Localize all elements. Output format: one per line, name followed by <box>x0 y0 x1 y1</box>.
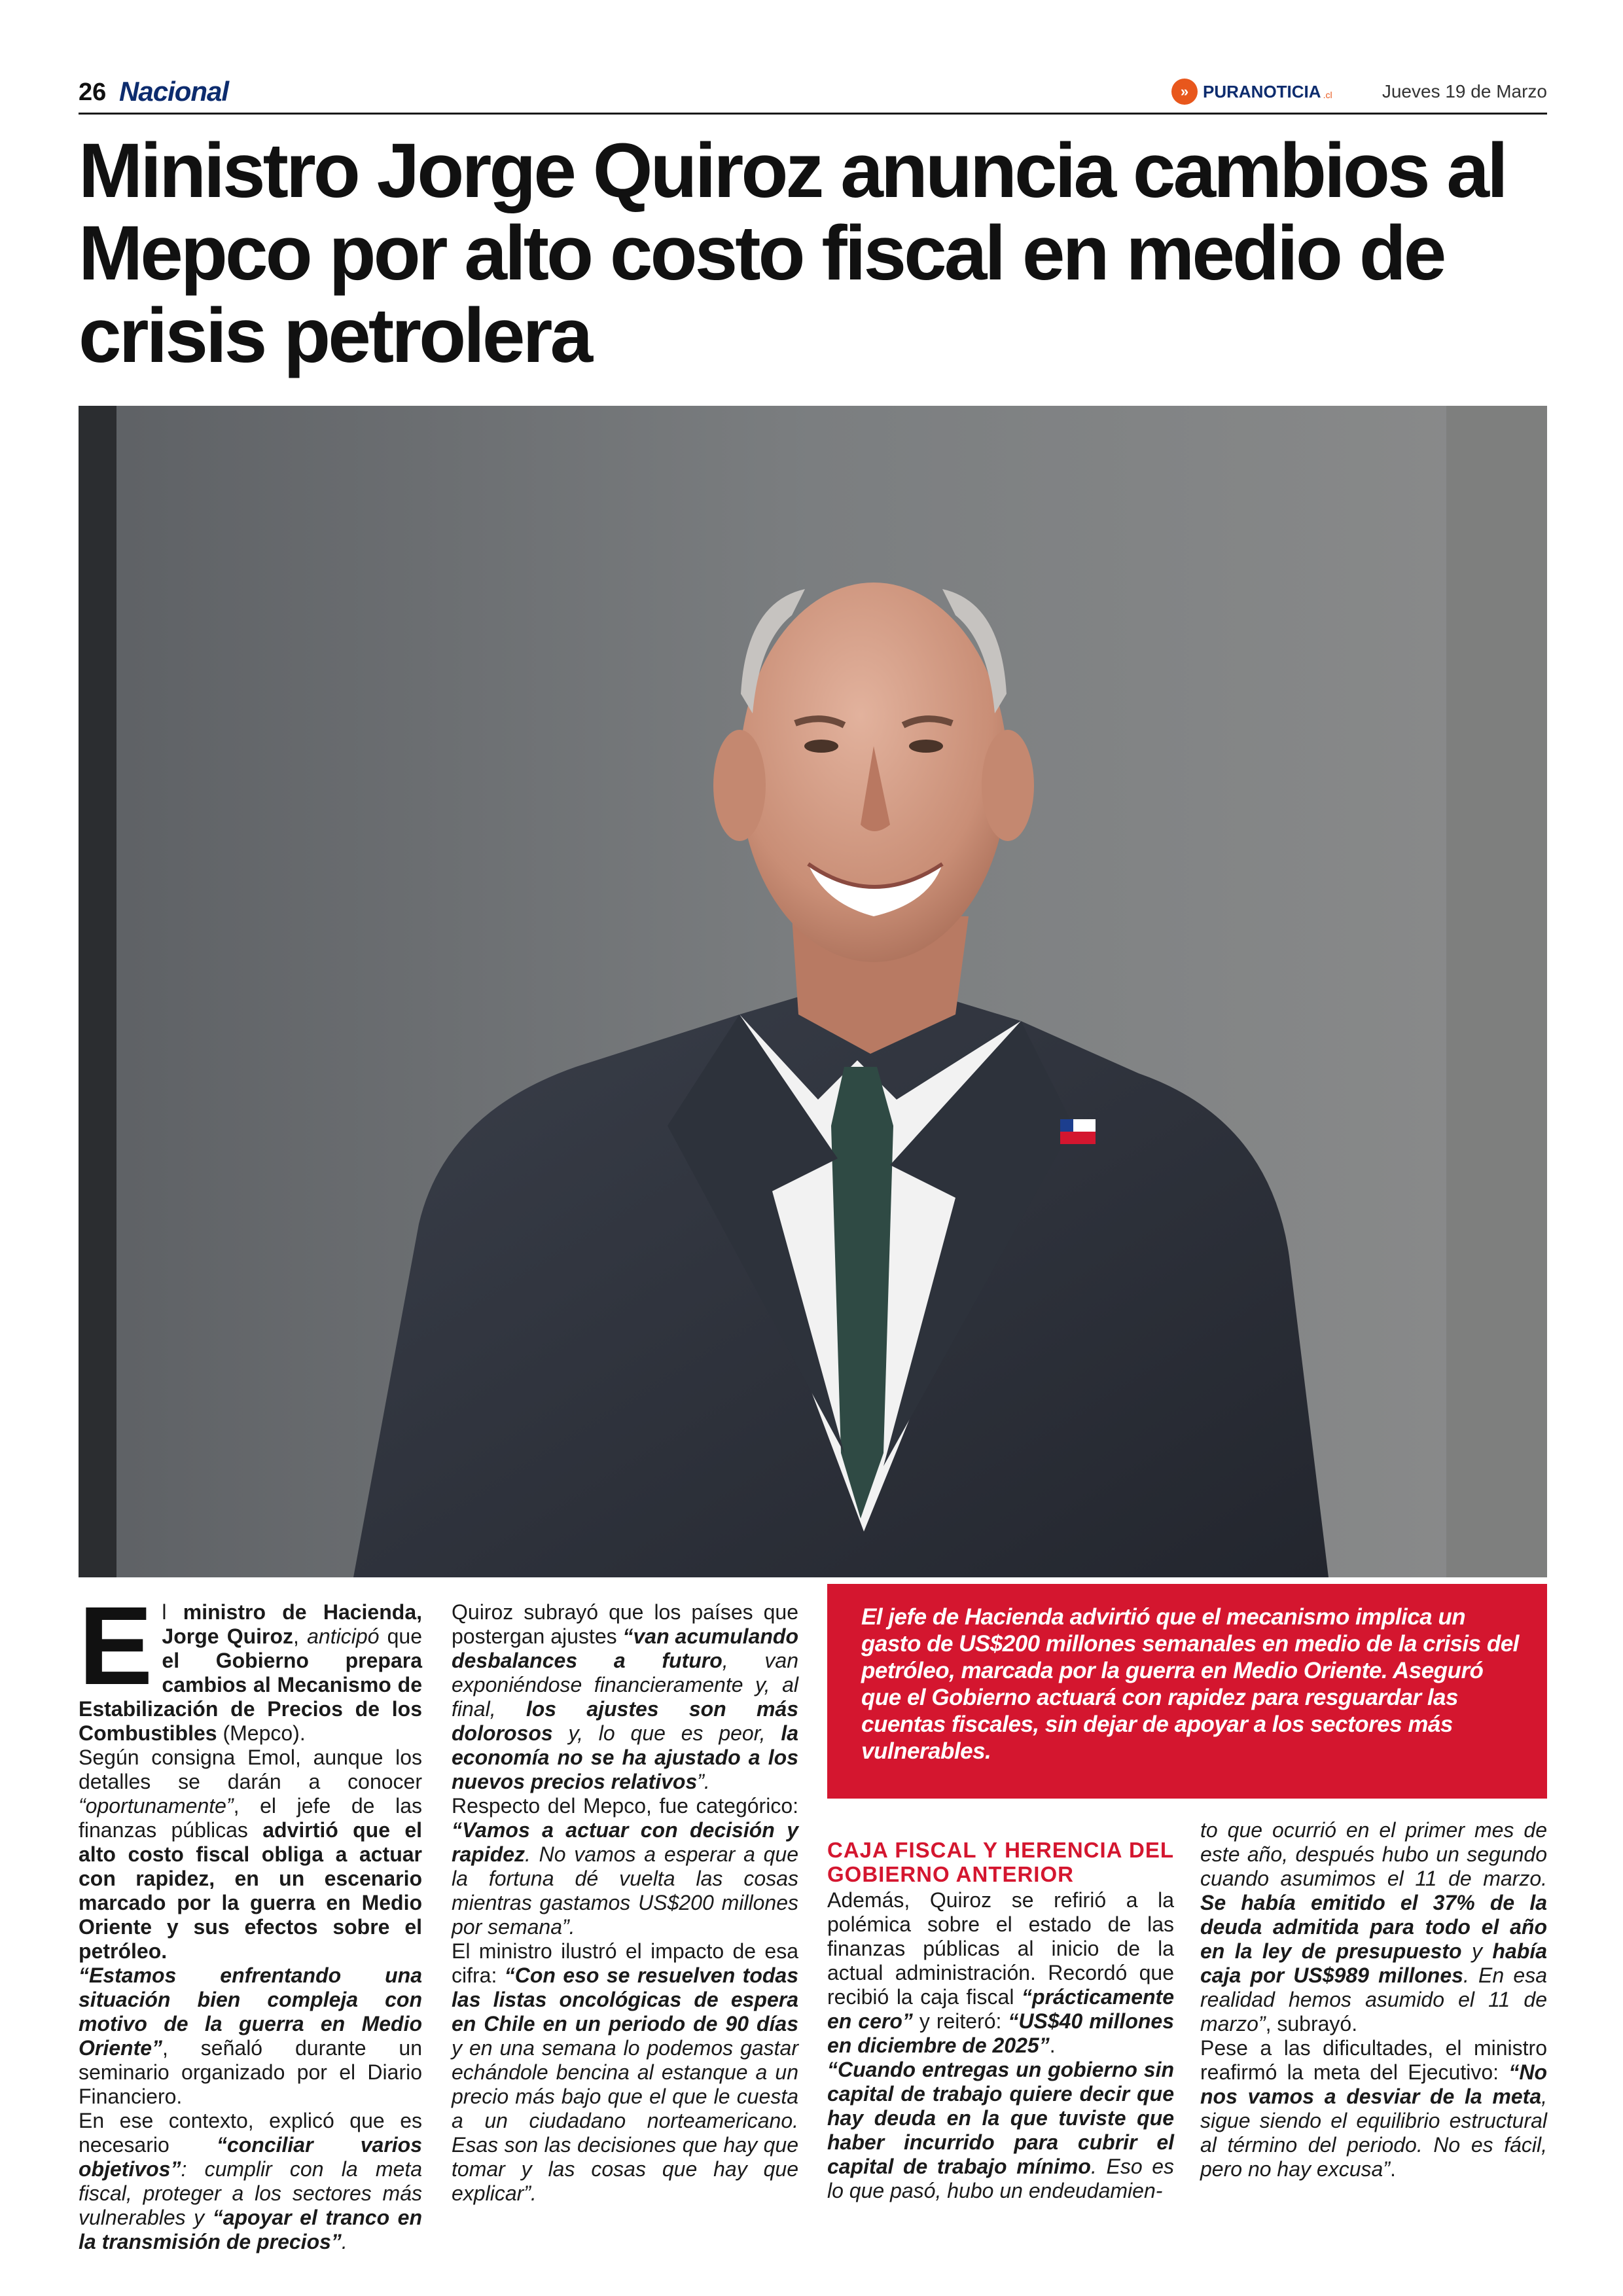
page-header <box>79 73 1547 115</box>
article-column-4 <box>1200 1818 1547 2181</box>
page-number: 26 <box>79 79 107 106</box>
article-column-1 <box>79 1584 423 2254</box>
column-text: l ministro de Hacienda, Jorge Quiroz, anticipó que el Gobierno prepara cambios al Mecanismo de Estabilización de Precios de los Combustibles (Mepco). Según consigna Emol, aunque los detalles se darán a conocer “oportunamente”, el jefe de las finanzas públicas advirtió que el alto costo fiscal obliga a actuar con rapidez, en un escenario marcado por la guerra en Medio Oriente y sus efectos sobre el petróleo. “Estamos enfrentando una situación bien compleja con motivo de la guerra en Medio Oriente”, señaló durante un seminario organizado por el Diario Financiero. En ese contexto, explicó que es necesario “conciliar varios objetivos”: cumplir con la meta fiscal, proteger a los sectores más vulnerables y “apoyar el tranco en la transmisión de precios”. <box>79 1600 423 2253</box>
column-text: Quiroz subrayó que los países que postergan ajustes “van acumulando desbalances a futuro, van exponiéndose financieramente y, al final, los ajustes son más dolorosos y, lo que es peor, la economía no se ha ajustado a los nuevos precios relativos”. Respecto del Mepco, fue categórico: “Vamos a actuar con decisión y rapidez. No vamos a esperar a que la fortuna dé vuelta las cosas mientras gastamos US$200 millones por semana”. El ministro ilustró el impacto de esa cifra: “Con eso se resuelven todas las listas oncológicas de espera en Chile en un periodo de 90 días y en una semana lo podemos gastar echándole bencina al estanque a un precio más bajo que el que le cuesta a un ciudadano norteamericano. Esas son las decisiones que hay que tomar y las cosas que hay que explicar”. <box>452 1600 799 2205</box>
headline: Ministro Jorge Quiroz anuncia cambios al Mepco por alto costo fiscal en medio de crisis petrolera <box>79 128 1506 379</box>
column-text: to que ocurrió en el primer mes de este año, después hubo un segundo cuando asumimos el 11 de marzo. Se había emitido el 37% de la deuda admitida para todo el año en la ley de presupuesto y había caja por US$989 millones. En esa realidad hemos asumido el 11 de marzo”, subrayó. Pese a las dificultades, el ministro reafirmó la meta del Ejecutivo: “No nos vamos a desviar de la meta, sigue siendo el equilibrio estructural al término del periodo. No es fácil, pero no hay excusa”. <box>1200 1818 1547 2181</box>
brand-logo <box>1171 77 1332 106</box>
article-column-3 <box>827 1838 1174 2203</box>
section-label: Nacional <box>119 76 229 107</box>
article-column-2 <box>452 1600 798 2206</box>
section-subhead: CAJA FISCAL Y HERENCIA DEL GOBIERNO ANTERIOR <box>827 1838 1174 1886</box>
issue-date: Jueves 19 de Marzo <box>1382 81 1547 101</box>
brand-name: PURANOTICIA <box>1203 81 1321 101</box>
header-divider <box>79 113 1547 115</box>
brand-arrow-icon: » <box>1171 79 1198 105</box>
column-text: Además, Quiroz se refirió a la polémica sobre el estado de las finanzas públicas al inicio de la actual administración. Recordó que recibió la caja fiscal “prácticamente en cero” y reiteró: “US$40 millones en diciembre de 2025”. “Cuando entregas un gobierno sin capital de trabajo quiere decir que hay deuda en la que tuviste que haber incurrido para cubrir el capital de trabajo mínimo. Eso es lo que pasó, hubo un endeudamien- <box>827 1888 1175 2202</box>
brand-suffix: .cl <box>1323 90 1332 100</box>
pull-quote-box: El jefe de Hacienda advirtió que el mecanismo implica un gasto de US$200 millones semanales en medio de la crisis del petróleo, marcada por la guerra en Medio Oriente. Aseguró que el Gobierno actuará con rapidez para resguardar las cuentas fiscales, sin dejar de apoyar a los sectores más vulnerables. <box>827 1584 1547 1799</box>
subhead-spacer <box>827 1838 1174 1888</box>
portrait-photo <box>79 406 1547 1577</box>
drop-cap: E <box>79 1584 153 1708</box>
